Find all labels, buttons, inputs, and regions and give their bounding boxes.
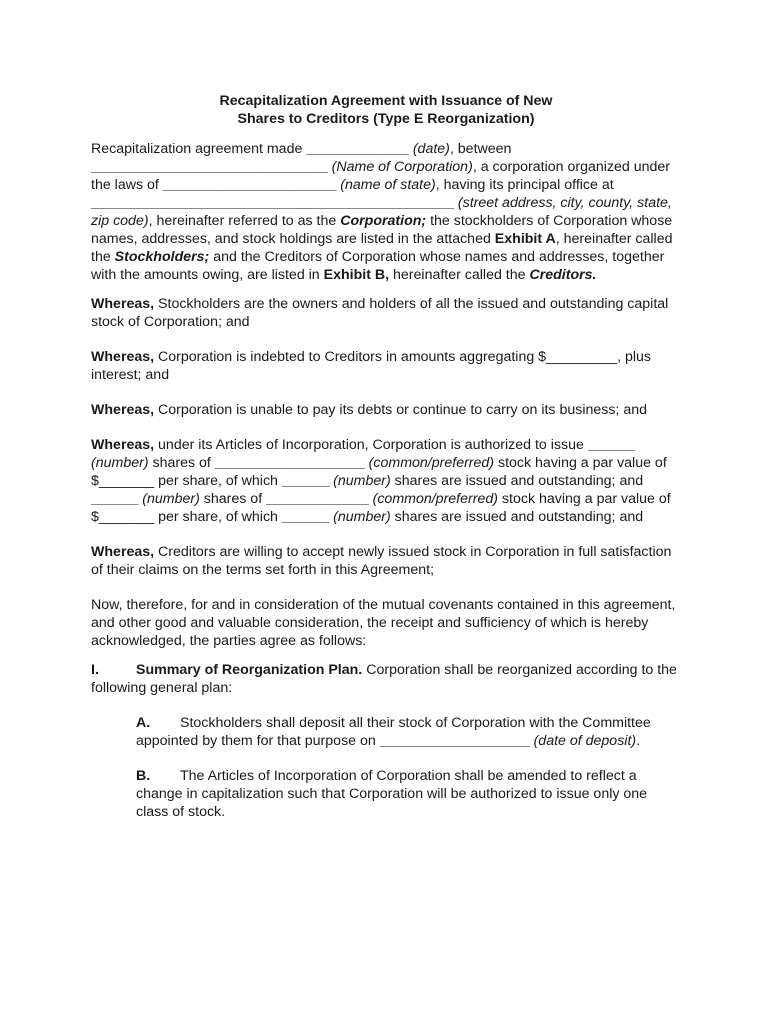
- section-text: Corporation shall be reorganized according to the following general plan:: [91, 662, 677, 696]
- corporation-name-hint: (Name of Corporation): [327, 159, 473, 175]
- title-line-1: Recapitalization Agreement with Issuance of New: [219, 93, 553, 109]
- now-therefore-paragraph: Now, therefore, for and in consideration of the mutual covenants contained in this agreement, and other good and valuable consideration, the receipt and sufficiency of which is hereby acknowledged, the parties agree as follows:: [91, 597, 676, 649]
- whereas-text: shares are issued and outstanding; and: [390, 509, 644, 525]
- whereas-text: stock having a par value of $_______ per share, of which: [91, 491, 671, 525]
- item-a-paragraph: [136, 714, 681, 750]
- document-title: [91, 92, 681, 128]
- corporation-name-blank[interactable]: ______________________________: [91, 159, 328, 175]
- intro-text: , a corporation organized under the laws of: [91, 159, 670, 193]
- state-blank[interactable]: ______________________: [162, 177, 337, 193]
- document-page: [91, 92, 681, 838]
- address-hint: (street address, city, county, state, zip code): [91, 195, 672, 229]
- deposit-date-blank[interactable]: ___________________: [379, 733, 530, 749]
- exhibit-b-ref: Exhibit B,: [323, 267, 390, 283]
- state-hint: (name of state): [336, 177, 436, 193]
- date-blank[interactable]: _____________: [306, 141, 409, 157]
- whereas-paragraph-2: [91, 348, 681, 384]
- section-heading: Summary of Reorganization Plan.: [136, 662, 363, 678]
- whereas-paragraph-5: [91, 543, 681, 579]
- whereas-label: Whereas,: [91, 402, 155, 418]
- whereas-text: under its Articles of Incorporation, Corporation is authorized to issue: [154, 437, 588, 453]
- whereas-text: stock having a par value of $_______ per share, of which: [91, 455, 667, 489]
- second-authorized-shares-blank[interactable]: ______: [91, 491, 139, 507]
- item-letter: B.: [136, 768, 151, 784]
- item-text: The Articles of Incorporation of Corporation shall be amended to reflect a change in capitalization such that Corporation will be authorized to issue only one class of stock.: [136, 768, 648, 820]
- item-letter: A.: [136, 715, 151, 731]
- second-stock-class-blank[interactable]: _____________: [266, 491, 369, 507]
- exhibit-a-ref: Exhibit A: [494, 231, 556, 247]
- number-hint: (number): [329, 473, 391, 489]
- item-b-paragraph: [136, 767, 681, 821]
- issued-shares-blank[interactable]: ______: [281, 473, 330, 489]
- whereas-label: Whereas,: [91, 296, 155, 312]
- intro-text: Recapitalization agreement made: [91, 141, 307, 157]
- stock-class-hint: (common/preferred): [368, 491, 498, 507]
- intro-text: the stockholders of Corporation whose names, addresses, and stock holdings are listed in the attached: [91, 213, 673, 247]
- whereas-text: shares of: [199, 491, 267, 507]
- item-text: Stockholders shall deposit all their stock of Corporation with the Committee appointed by them for that purpose on: [136, 715, 651, 749]
- title-line-2: Shares to Creditors (Type E Reorganization): [237, 111, 535, 127]
- whereas-label: Whereas,: [91, 437, 155, 453]
- intro-text: , having its principal office at: [435, 177, 614, 193]
- whereas-text: shares are issued and outstanding; and: [390, 473, 644, 489]
- intro-text: and the Creditors of Corporation whose names and addresses, together with the amounts owing, are listed in: [91, 249, 665, 283]
- whereas-text: Corporation is indebted to Creditors in amounts aggregating $_________, plus interest; and: [91, 349, 651, 383]
- date-hint: (date): [408, 141, 450, 157]
- whereas-paragraph-3: [91, 401, 681, 419]
- whereas-paragraph-1: [91, 295, 681, 331]
- whereas-paragraph-4: [91, 436, 681, 526]
- creditors-term: Creditors.: [529, 267, 597, 283]
- stockholders-term: Stockholders;: [114, 249, 210, 265]
- intro-text: , hereinafter called the: [91, 231, 673, 265]
- item-text: .: [636, 733, 641, 749]
- section-1-paragraph: [91, 661, 681, 697]
- whereas-text: shares of: [148, 455, 215, 471]
- whereas-label: Whereas,: [91, 544, 155, 560]
- intro-text: , hereinafter referred to as the: [148, 213, 341, 229]
- second-issued-shares-blank[interactable]: ______: [281, 509, 330, 525]
- corporation-term: Corporation;: [340, 213, 427, 229]
- deposit-date-hint: (date of deposit): [529, 733, 637, 749]
- address-blank[interactable]: ______________________________________________: [91, 195, 454, 211]
- section-number: I.: [91, 662, 99, 678]
- whereas-text: Creditors are willing to accept newly issued stock in Corporation in full satisfaction of their claims on the terms set forth in this Agreement;: [91, 544, 672, 578]
- stock-class-hint: (common/preferred): [364, 455, 495, 471]
- authorized-shares-blank[interactable]: ______: [587, 437, 636, 453]
- intro-text: hereinafter called the: [389, 267, 530, 283]
- number-hint: (number): [91, 455, 149, 471]
- whereas-text: Stockholders are the owners and holders of all the issued and outstanding capital stock of Corporation; and: [91, 296, 669, 330]
- whereas-label: Whereas,: [91, 349, 155, 365]
- intro-paragraph: [91, 140, 681, 284]
- number-hint: (number): [138, 491, 200, 507]
- stock-class-blank[interactable]: ___________________: [214, 455, 365, 471]
- number-hint: (number): [329, 509, 391, 525]
- intro-text: , between: [449, 141, 512, 157]
- whereas-text: Corporation is unable to pay its debts or continue to carry on its business; and: [154, 402, 647, 418]
